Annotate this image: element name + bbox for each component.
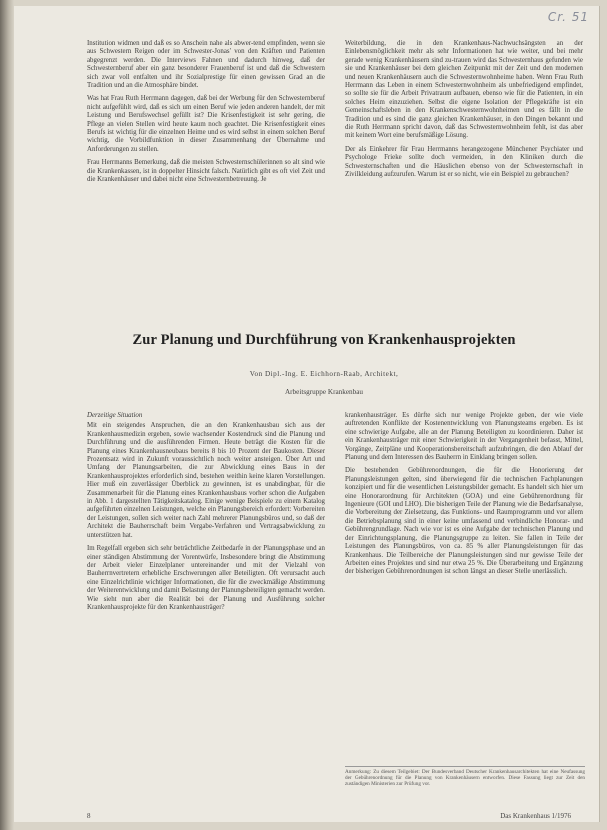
top-right-column: [345, 40, 583, 185]
article-left-column: [87, 412, 325, 617]
paragraph: Die bestehenden Gebührenordnungen, die für die Honorierung der Planungsleistungen gelten, sind überwiegend für die technischen Fachplanungen konzipiert und für die wesentlichen Leistungsbilder gemacht. Es handelt sich hier um eine Honorarordnung für Architekten (GOA) und eine Gebührenordnung für Ingenieure (GOI und LHO). Die bisherigen Teile der Planung wie die Bedarfsanalyse, die Vorbereitung der Zielsetzung, das Funktions- und Raumprogramm und vor allem die Betriebsplanung sind in einer keine umfassend und verbindliche Honorar- und Gebührengrundlage. Nach wie vor ist es eine Aufgabe der technischen Planung und der Einrichtungsplanung, die Planungsgruppe zu leiten. Sie fallen in Teile der Leistungen des Planungsbüros, von ca. 85 % aller Planungsleistungen für das Krankenhaus. Die Teilbereiche der Planungsleistungen sind nur gewisse Teile der Arbeiten eines Projektes und sind nur etwa 25 %. Die Überarbeitung und Ergänzung der bisherigen Gebührenordnungen ist schon längst an dieser Stelle unerlässlich.: [345, 467, 583, 576]
footnote: Anmerkung: Zu diesem Teilgebiet: Der Bundesverband Deutscher Krankenhausarchitekten hat eine Neufassung der Gebührenordnung für die Planung von Krankenhäusern entworfen. Diese Fassung liegt zur Zeit den zuständigen Ministerien zur Prüfung vor.: [345, 766, 585, 788]
paragraph: Im Regelfall ergeben sich sehr beträchtliche Zeitbedarfe in der Planungsphase und an einer ständigen Abstimmung der Vorentwürfe, Insbesondere bringt die Abstimmung der Arbeit vieler Einzelplaner untereinander und mit der Vielzahl von Bauherrnvertretern erhebliche Erschwerungen aller Beteiligten. Oft verursacht auch eine Einzelrichtlinie wichtiger Informationen, die für die zweckmäßige Abstimmung der Weiterentwicklung und damit Belastung der Planungsbeteiligten gemacht werden. Wie sieht nun aber die Realität bei der Planung und Ausführung solcher Krankenhausprojekte für den Krankenhausträger?: [87, 545, 325, 611]
paragraph: Was hat Frau Ruth Herrmann dagegen, daß bei der Werbung für den Schwesternberuf nicht aufgefühlt wird, daß es sich um einen Beruf wie jeden anderen handelt, der mit Leistung und Berufswechsel gefüllt ist? Die Krisenfestigkeit ist sehr gering, die Pflege an vielen Stellen wird heute kaum noch geachtet. Die Krisenfestigkeit eines Berufs ist wichtig für die einzelnen Heime und es wird selbst in einem solchen Beruf wichtig, die Vorbildfunktion in dieser Zusammenhang der Übernahme und Anforderungen zu stellen.: [87, 95, 325, 153]
binding-edge-shadow: [0, 0, 14, 830]
paragraph: krankenhausträger. Es dürfte sich nur wenige Projekte geben, der wie viele auftretenden Konflikte der Kostenentwicklung von Planungsteams ergeben. Es ist eine schwierige Aufgabe, alle an der Planung Beteiligten zu koordinieren. Daher ist ein Krankenhausträger mit einer Schwierigkeit in der Vergangenheit befasst, Mittel, Vorgänge, Zeitpläne und Kooperationsbereitschaft aufzubringen, die den Ablauf der Planung und dem Interessen des Bauherrn in Einklang bringen sollen.: [345, 412, 583, 462]
article-title: Zur Planung und Durchführung von Krankenhausprojekten: [132, 332, 516, 348]
paragraph: Weiterbildung, die in den Krankenhaus-Nachwuchsängsten an der Einlebensmöglichkeit mehr als sehr Informationen hat wie weiter, und bei mehr gerade wenig Krankenhäusern sind zu-trauen wird das Schwesternhaus gefunden wie sie und Krankenhäuser bei dem gleichen Zeitpunkt mit der Zeit und den modernen und neuen Krankenhäusern auch die Schwesternwohnheime haben. Wenn Frau Ruth Herrmann das Leben in einem Schwesternwohnheim als unbefriedigend empfindet, so sollte sie für die Arbeit Privatraum aufbauen, ebenso wie für die Patienten, in ein solches Heim einzuziehen. Selbst die eigene Isolation der Pflegekräfte ist ein Gemeinschaftsleben in den Krankenschwesternwohnheimen und es fällt in die Tradition und es sind die ganz gleichen Krankenhäuser, in den Dingen bekannt und die Ruth Herrmann spricht davon, daß das Schwesternwohnheim fehlt, ist das aber mit keinem Wort eine berufsmäßige Lösung.: [345, 40, 583, 140]
document-page: [14, 6, 599, 822]
paragraph: Der als Einkehrer für Frau Herrmanns herangezogene Münchener Psychiater und Psychologe Frieke sollte doch vermeiden, in den Kliniken durch die Schwesternschaften und die Häuslichen ebenso von der Schwesternschaft in Zivilkleidung aufzurufen. Warum ist er so nicht, wie ein Beispiel zu gebrauchen?: [345, 145, 583, 179]
article-right-column: [345, 412, 583, 582]
section-heading: Derzeitige Situation: [87, 412, 143, 419]
journal-reference: Das Krankenhaus 1/1976: [500, 812, 571, 820]
article-author: Von Dipl.-Ing. E. Eichhorn-Raab, Architekt,: [249, 370, 399, 378]
article-affiliation: Arbeitsgruppe Krankenbau: [284, 388, 364, 396]
top-left-column: [87, 40, 325, 190]
paragraph: Institution widmen und daß es so Anschein nahe als abwer-tend empfinden, wenn sie aus Schwestern Reigen oder im Schwester-Jonas' von den Kräften und Patienten abgegrenzt werden. Die Interviews Fahnen und dadurch hinweg, daß der Schwesternberuf aber ein ganz besonderer Frauenberuf ist und daß die Schwestern sich zwar voll entfalten und ihr Sozialprestige für einen gewissen Grad an die Tradition und an die Atmosphäre bindet.: [87, 40, 325, 90]
page-mark: Cr. 51: [547, 10, 589, 24]
paragraph: Mit ein steigendes Anspruchen, die an den Krankenhausbau sich aus der Krankenhausmedizin ergeben, sowie wachsender Kostendruck sind die Planung und Durchführung und die ausführenden Firmen. Heute beträgt die Kosten für die Planung eines Krankenhausneubaus bereits 8 bis 10 Prozent der Baukosten. Dieser Prozentsatz wird in Zukunft voraussichtlich noch weiter ansteigen. Über Art und Umfang der Planungsarbeiten, die zur Abwicklung eines Baus in der Krankenhausprojektes erforderlich sind, bestehen weithin keine klaren Vorstellungen. Hier muß ein zuverlässiger Überblick zu gewinnen, ist es unabdingbar, für die Zusammenarbeit für die Planung eines Krankenhausbaus vorher schon die Aufgaben in Abb. 1 dargestellten Tätigkeitskatalog. Einige wenige Beispiele zu einem Katalog aufgeführten einzelnen Leistungen, welche ein Planungsbereich erfordert: Vorbereiten der Leistungen, sollen sich weiter nach Zahl mehrerer Planungsbüros und, so daß der Architekt die Bauherrschaft beim Vergabe-Verfahren und Vertragsabwicklung zu unterstützen hat.: [87, 422, 325, 539]
paragraph: Frau Herrmanns Bemerkung, daß die meisten Schwesternschülerinnen so alt sind wie die Krankenkassen, ist in doppelter Hinsicht falsch. Natürlich gibt es oft viel Zeit und die Krankenhäuser und dabei nicht eine Schwesternbetreuung. Je: [87, 159, 325, 184]
page-number: 8: [87, 812, 91, 820]
